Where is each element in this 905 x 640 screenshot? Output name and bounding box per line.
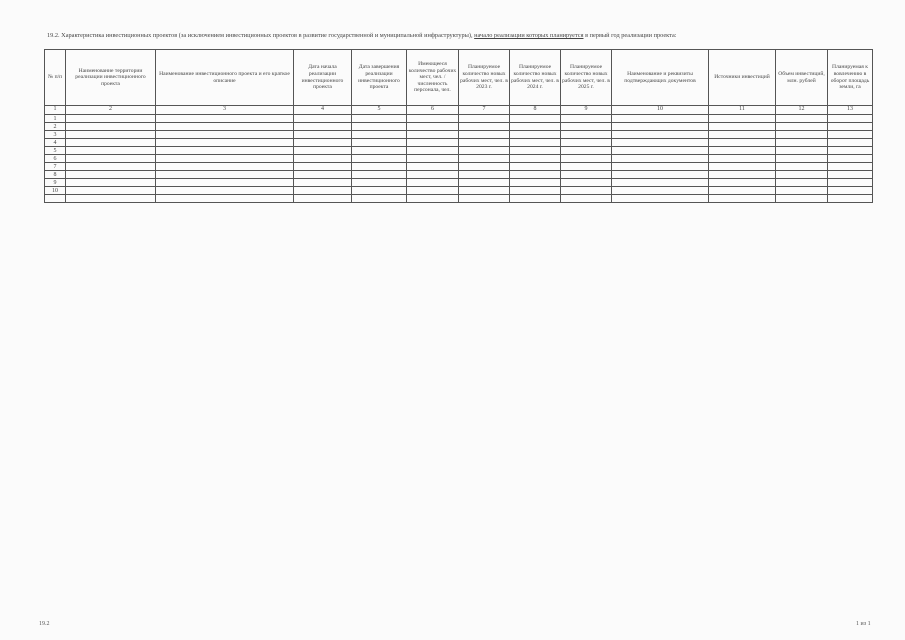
table-cell [66, 195, 156, 203]
table-cell [776, 187, 828, 195]
table-cell [459, 139, 510, 147]
row-number [45, 195, 66, 203]
row-number: 9 [45, 179, 66, 187]
table-cell [561, 155, 612, 163]
table-cell [510, 187, 561, 195]
table-row [45, 147, 873, 155]
table-cell [294, 179, 352, 187]
table-cell [294, 139, 352, 147]
column-number: 4 [294, 106, 352, 115]
table-cell [459, 155, 510, 163]
table-cell [510, 155, 561, 163]
table-cell [352, 115, 407, 123]
table-cell [66, 123, 156, 131]
table-cell [828, 131, 873, 139]
table-row [45, 155, 873, 163]
table-cell [612, 115, 709, 123]
table-cell [407, 163, 459, 171]
table-cell [709, 155, 776, 163]
table-cell [459, 131, 510, 139]
table-cell [294, 155, 352, 163]
table-cell [156, 187, 294, 195]
row-number: 7 [45, 163, 66, 171]
table-cell [459, 123, 510, 131]
table-cell [828, 147, 873, 155]
table-cell [510, 171, 561, 179]
table-cell [561, 139, 612, 147]
column-number: 10 [612, 106, 709, 115]
table-row [45, 179, 873, 187]
table-cell [459, 171, 510, 179]
table-cell [709, 147, 776, 155]
header-cell: Имеющееся количество рабочих мест, чел. / численность персонала, чел. [407, 50, 459, 106]
table-row [45, 195, 873, 203]
row-number: 10 [45, 187, 66, 195]
table-cell [828, 115, 873, 123]
table-cell [776, 139, 828, 147]
header-cell: Дата начала реализации инвестиционного проекта [294, 50, 352, 106]
column-number: 12 [776, 106, 828, 115]
table-cell [66, 163, 156, 171]
table-cell [156, 139, 294, 147]
table-cell [828, 187, 873, 195]
table-cell [66, 115, 156, 123]
row-number: 5 [45, 147, 66, 155]
table-cell [510, 179, 561, 187]
table-cell [352, 123, 407, 131]
table-cell [612, 123, 709, 131]
table-cell [156, 155, 294, 163]
table-row [45, 171, 873, 179]
column-number: 7 [459, 106, 510, 115]
table-cell [294, 195, 352, 203]
column-number: 9 [561, 106, 612, 115]
table-cell [776, 123, 828, 131]
table-cell [828, 179, 873, 187]
table-cell [510, 115, 561, 123]
table-cell [66, 179, 156, 187]
row-number: 1 [45, 115, 66, 123]
table-cell [612, 163, 709, 171]
table-cell [407, 147, 459, 155]
column-number: 11 [709, 106, 776, 115]
table-cell [156, 163, 294, 171]
table-cell [828, 163, 873, 171]
table-cell [612, 139, 709, 147]
header-row [45, 50, 873, 106]
table-row [45, 187, 873, 195]
table-cell [156, 147, 294, 155]
table-cell [828, 155, 873, 163]
table-cell [510, 163, 561, 171]
table-cell [66, 171, 156, 179]
table-cell [612, 179, 709, 187]
table-cell [561, 187, 612, 195]
table-cell [294, 171, 352, 179]
table-cell [612, 171, 709, 179]
table-cell [776, 195, 828, 203]
table-cell [510, 123, 561, 131]
table-cell [459, 179, 510, 187]
table-cell [510, 147, 561, 155]
table-cell [709, 131, 776, 139]
table-cell [776, 171, 828, 179]
header-cell: Объем инвестиций, млн. рублей [776, 50, 828, 106]
table-cell [612, 155, 709, 163]
table-cell [294, 115, 352, 123]
table-row [45, 123, 873, 131]
table-cell [407, 131, 459, 139]
table-cell [561, 123, 612, 131]
section-heading [47, 32, 877, 40]
table-cell [561, 179, 612, 187]
table-cell [66, 131, 156, 139]
table-cell [352, 179, 407, 187]
heading-prefix: 19.2. Характеристика инвестиционных проектов (за исключением инвестиционных проектов в развитие государственной и муниципальной инфраструктуры), [47, 32, 473, 39]
table-cell [612, 147, 709, 155]
table-cell [66, 187, 156, 195]
table-cell [407, 155, 459, 163]
table-cell [510, 131, 561, 139]
table-cell [156, 179, 294, 187]
table-cell [776, 179, 828, 187]
table-cell [156, 115, 294, 123]
heading-underlined: начало реализации которых планируется [474, 32, 584, 39]
table-cell [294, 147, 352, 155]
table-cell [352, 171, 407, 179]
heading-suffix: в первый год реализации проекта: [585, 32, 677, 39]
header-cell: Планируемое количество новых рабочих мест, чел. в 2025 г. [561, 50, 612, 106]
page-number: 1 из 1 [856, 621, 871, 627]
table-cell [709, 195, 776, 203]
table-cell [66, 155, 156, 163]
table-cell [407, 179, 459, 187]
table-cell [612, 187, 709, 195]
row-number: 8 [45, 171, 66, 179]
table-cell [612, 131, 709, 139]
table-cell [407, 171, 459, 179]
table-cell [776, 155, 828, 163]
table-cell [776, 131, 828, 139]
column-number: 8 [510, 106, 561, 115]
table-cell [352, 131, 407, 139]
table-row [45, 115, 873, 123]
table-cell [828, 171, 873, 179]
header-cell: № п/п [45, 50, 66, 106]
table-cell [156, 131, 294, 139]
header-cell: Планируемое количество новых рабочих мест, чел. в 2023 г. [459, 50, 510, 106]
table-cell [294, 123, 352, 131]
table-cell [156, 171, 294, 179]
column-number: 3 [156, 106, 294, 115]
table-cell [510, 139, 561, 147]
table-cell [561, 163, 612, 171]
row-number: 3 [45, 131, 66, 139]
table-cell [612, 195, 709, 203]
table-cell [352, 147, 407, 155]
table-cell [352, 195, 407, 203]
header-cell: Планируемая к вовлечению в оборот площадь земли, га [828, 50, 873, 106]
table-cell [459, 163, 510, 171]
table-cell [407, 187, 459, 195]
table-cell [561, 195, 612, 203]
table-cell [352, 139, 407, 147]
table-cell [66, 139, 156, 147]
table-cell [709, 123, 776, 131]
table-cell [156, 195, 294, 203]
column-number-row [45, 106, 873, 115]
row-number: 6 [45, 155, 66, 163]
table-cell [407, 195, 459, 203]
column-number: 5 [352, 106, 407, 115]
table-cell [459, 147, 510, 155]
table-cell [352, 163, 407, 171]
table-cell [352, 155, 407, 163]
table-cell [459, 195, 510, 203]
table-cell [709, 139, 776, 147]
investment-projects-table [44, 49, 873, 203]
column-number: 2 [66, 106, 156, 115]
table-row [45, 163, 873, 171]
column-number: 13 [828, 106, 873, 115]
table-cell [776, 163, 828, 171]
table-cell [828, 123, 873, 131]
table-cell [294, 163, 352, 171]
header-cell: Планируемое количество новых рабочих мест, чел. в 2024 г. [510, 50, 561, 106]
table-row [45, 131, 873, 139]
table-cell [459, 187, 510, 195]
table-cell [776, 147, 828, 155]
page-section-label: 19.2 [39, 621, 50, 627]
header-cell: Наименование инвестиционного проекта и его краткое описание [156, 50, 294, 106]
column-number: 1 [45, 106, 66, 115]
header-cell: Источники инвестиций [709, 50, 776, 106]
table-cell [156, 123, 294, 131]
table-cell [709, 171, 776, 179]
table-cell [294, 131, 352, 139]
row-number: 4 [45, 139, 66, 147]
table-cell [407, 139, 459, 147]
header-cell: Наименование и реквизиты подтверждающих документов [612, 50, 709, 106]
table-cell [407, 123, 459, 131]
table-cell [66, 147, 156, 155]
column-number: 6 [407, 106, 459, 115]
table-cell [459, 115, 510, 123]
table-cell [828, 139, 873, 147]
table-cell [561, 131, 612, 139]
table-cell [561, 147, 612, 155]
header-cell: Дата завершения реализации инвестиционного проекта [352, 50, 407, 106]
table-row [45, 139, 873, 147]
table-cell [561, 115, 612, 123]
table-cell [561, 171, 612, 179]
table-cell [776, 115, 828, 123]
table-cell [294, 187, 352, 195]
table-cell [828, 195, 873, 203]
row-number: 2 [45, 123, 66, 131]
table-cell [352, 187, 407, 195]
header-cell: Наименование территории реализации инвестиционного проекта [66, 50, 156, 106]
table-cell [709, 163, 776, 171]
table-cell [709, 115, 776, 123]
table-cell [407, 115, 459, 123]
table-cell [709, 187, 776, 195]
table-cell [510, 195, 561, 203]
table-cell [709, 179, 776, 187]
